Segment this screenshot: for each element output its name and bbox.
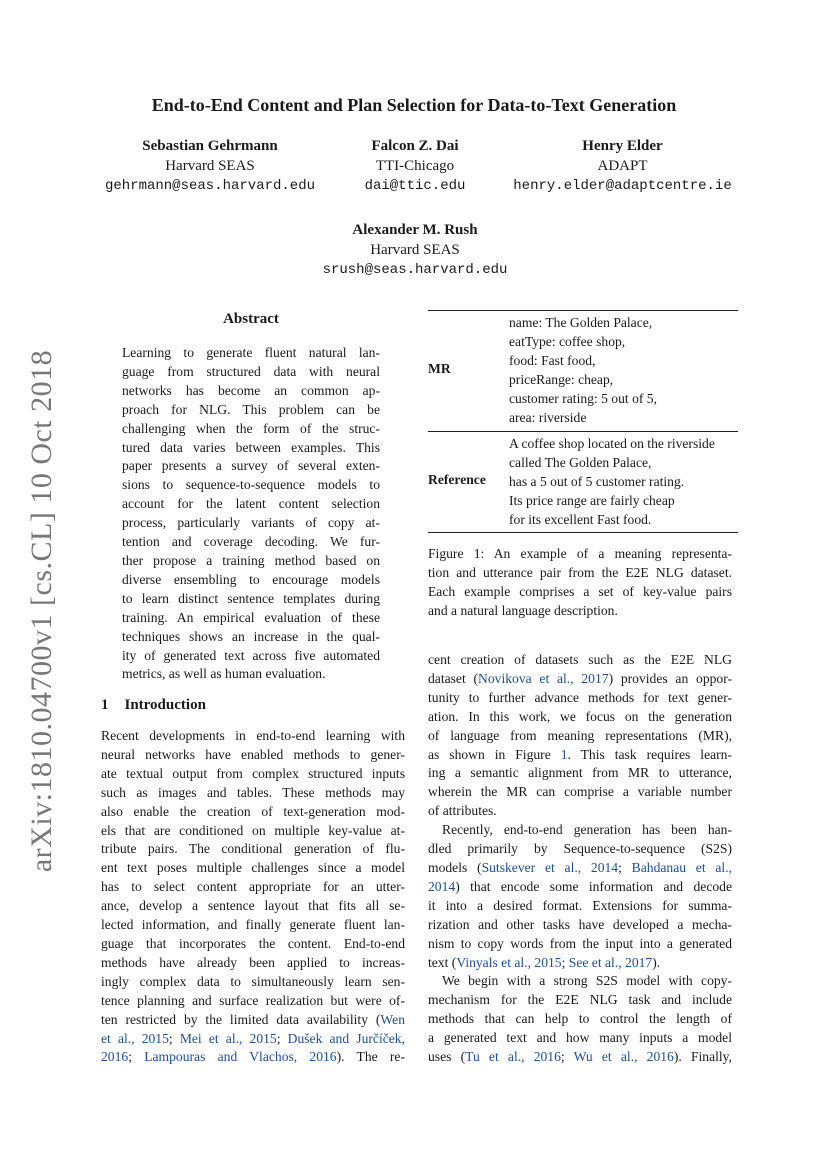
author-block [290, 220, 540, 280]
table-mid-rule [428, 431, 738, 432]
author-affiliation: TTI-Chicago [375, 158, 455, 174]
author-block [490, 136, 755, 196]
citation-link[interactable]: Bahdanau et al., [631, 859, 732, 875]
mr-cell: name: The Golden Palace, eatType: coffee shop, food: Fast food, priceRange: cheap, customer rating: 5 out of 5, area: riverside [509, 315, 657, 425]
figure-caption: Figure 1: An example of a meaning representa- tion and utterance pair from the E2E NLG dataset. Each example comprises a set of key-value pairs and a natural language description. [428, 546, 732, 618]
author-name: Henry Elder [582, 138, 663, 154]
author-email[interactable]: srush@seas.harvard.edu [322, 262, 508, 278]
author-name: Alexander M. Rush [352, 222, 478, 238]
figure-link[interactable]: 1 [560, 746, 568, 762]
paper-title: End-to-End Content and Plan Selection for Data-to-Text Generation [151, 95, 677, 115]
right-column-body: cent creation of datasets such as the E2E NLG dataset (Novikova et al., 2017) provides an oppor- tunity to further advance methods for text gener- ation. In this work, we focus on the generation of language from meaning representations (MR), as shown in Figure 1. This task requires learn- ing a semantic alignment from MR to utterance, wherein the MR can comprise a variable number of attributes. Recently, end-to-end generation has been han- dled primarily by Sequence-to-sequence (S2S) models (Sutskever et al., 2014; Bahdanau et al., 2014) that encode some information and decode it into a desired format. Extensions for summa- rization and other tasks have developed a mecha- nism to copy words from the input into a generated text (Vinyals et al., 2015; See et al., 2017). We begin with a strong S2S model with copy- mechanism for the E2E NLG task and include methods that can help to control the length of a generated text and how many inputs a model uses (Tu et al., 2016; Wu et al., 2016). Finally, [428, 652, 732, 1065]
reference-cell: A coffee shop located on the riverside called The Golden Palace, has a 5 out of 5 customer rating. Its price range are fairly cheap for its excellent Fast food. [509, 436, 715, 527]
section-heading: 1 Introduction [101, 697, 206, 713]
citation-link[interactable]: Sutskever et al., 2014 [481, 859, 619, 875]
reference-label: Reference [428, 472, 486, 487]
table-bottom-rule [428, 532, 738, 533]
mr-label: MR [428, 361, 451, 376]
citation-link[interactable]: Vinyals et al., 2015 [456, 954, 562, 970]
citation-link[interactable]: Wu et al., 2016 [573, 1049, 674, 1065]
author-affiliation: Harvard SEAS [370, 242, 460, 258]
author-affiliation: ADAPT [597, 158, 648, 174]
abstract-body: Learning to generate fluent natural lan- guage from structured data with neural networks has become an common ap- proach for NLG. This problem can be challenging when the form of the struc- tured data varies between examples. This paper presents a survey of several exten- sions to sequence-to-sequence models to account for the latent content selection process, particularly variants of copy at- tention and coverage decoding. We fur- ther propose a training method based on diverse ensembling to encourage models to learn distinct sentence templates during training. An empirical evaluation of these techniques shows an increase in the qual- ity of generated text across five automated metrics, as well as human evaluation. [122, 345, 380, 682]
citation-link[interactable]: Novikova et al., 2017 [478, 670, 609, 686]
arxiv-identifier: arXiv:1810.04700v1 [cs.CL] 10 Oct 2018 [25, 349, 58, 873]
author-email[interactable]: henry.elder@adaptcentre.ie [513, 178, 732, 194]
citation-link[interactable]: Wen [380, 1011, 405, 1027]
author-name: Falcon Z. Dai [371, 138, 459, 154]
abstract-heading: Abstract [223, 311, 279, 327]
citation-link[interactable]: Mei et al., 2015 [179, 1030, 277, 1046]
author-block [90, 136, 330, 196]
author-email[interactable]: dai@ttic.edu [364, 178, 466, 194]
author-name: Sebastian Gehrmann [142, 138, 278, 154]
citation-link[interactable]: See et al., 2017 [568, 954, 653, 970]
intro-body: Recent developments in end-to-end learning with neural networks have enabled methods to gener- ate textual output from complex structured inputs such as images and tables. These methods may also enable the creation of text-generation mod- els that are conditioned on multiple key-value at- tribute pairs. The conditional generation of flu- ent text poses multiple challenges since a model has to select content appropriate for an utter- ance, develop a sentence layout that fits all se- lected information, and finally generate fluent lan- guage that incorporates the content. End-to-end methods have already been applied to increas- ingly complex data to simultaneously learn sen- tence planning and surface realization but were of- ten restricted by the limited data availability (Wen et al., 2015; Mei et al., 2015; Dušek and Jurčíček, 2016; Lampouras and Vlachos, 2016). The re- [101, 728, 405, 1065]
citation-link[interactable]: Dušek and Jurčíček, [287, 1030, 405, 1046]
citation-link[interactable]: 2016 [101, 1049, 129, 1065]
author-block [340, 136, 490, 196]
citation-link[interactable]: Lampouras and Vlachos, 2016 [144, 1049, 337, 1065]
citation-link[interactable]: Tu et al., 2016 [465, 1049, 561, 1065]
citation-link[interactable]: 2014 [428, 878, 456, 894]
author-email[interactable]: gehrmann@seas.harvard.edu [104, 178, 316, 194]
author-affiliation: Harvard SEAS [165, 158, 255, 174]
table-top-rule [428, 310, 738, 311]
citation-link[interactable]: et al., 2015 [101, 1030, 169, 1046]
